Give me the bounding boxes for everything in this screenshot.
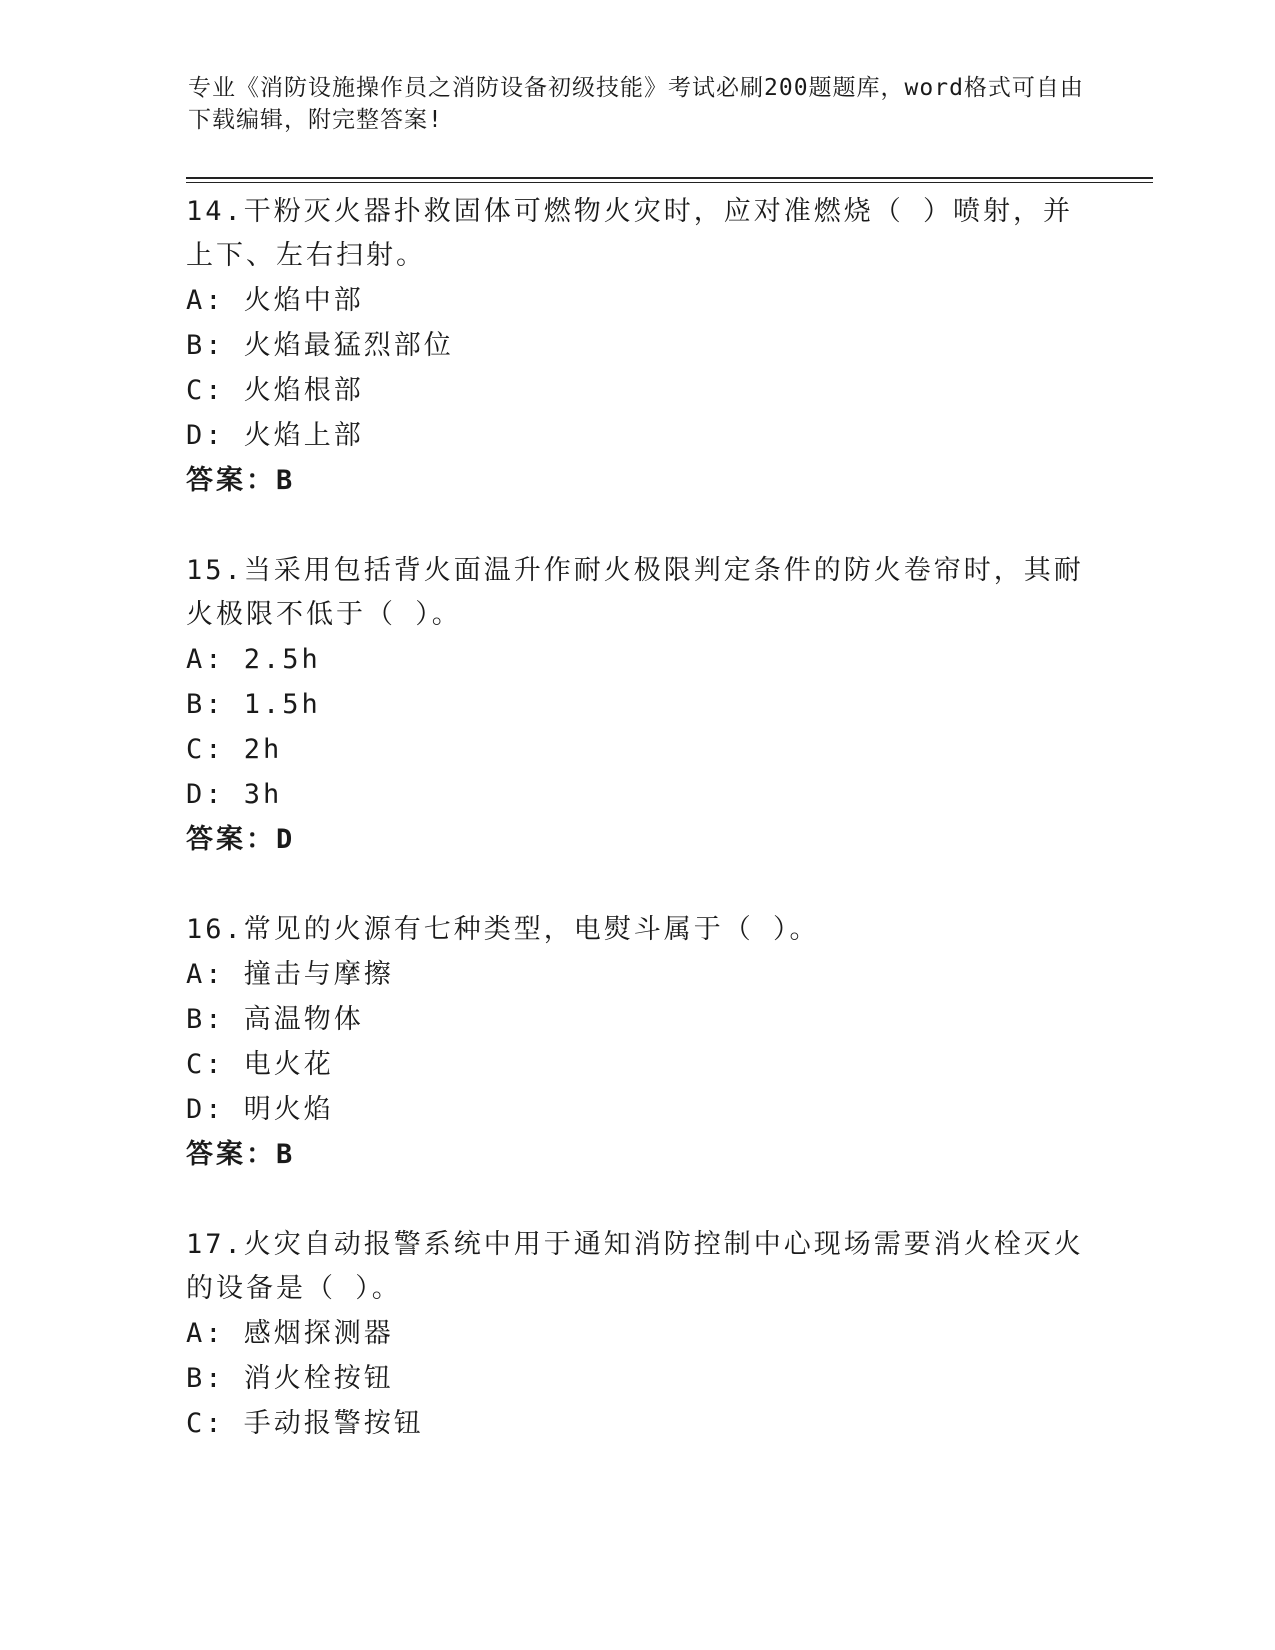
option-c: C: 火焰根部 [186,375,364,406]
question-14 [186,190,1086,503]
option-c: C: 电火花 [186,1049,334,1080]
header-divider-thin [186,182,1153,183]
header-divider [186,177,1153,179]
option-b: B: 消火栓按钮 [186,1363,394,1394]
question-stem: 17.火灾自动报警系统中用于通知消防控制中心现场需要消火栓灭火的设备是（ ）。 [186,1229,1084,1304]
question-17 [186,1223,1086,1446]
question-stem: 16.常见的火源有七种类型，电熨斗属于（ ）。 [186,914,820,945]
answer: 答案：B [186,465,296,496]
option-c: C: 手动报警按钮 [186,1408,424,1439]
option-a: A: 2.5h [186,644,321,675]
option-d: D: 火焰上部 [186,420,364,451]
question-list [186,190,1086,1492]
page-header: 专业《消防设施操作员之消防设备初级技能》考试必刷200题题库，word格式可自由下载编辑，附完整答案! [188,75,1084,133]
question-stem: 15.当采用包括背火面温升作耐火极限判定条件的防火卷帘时，其耐火极限不低于（ ）。 [186,555,1084,630]
option-a: A: 火焰中部 [186,285,364,316]
question-15 [186,549,1086,862]
option-b: B: 火焰最猛烈部位 [186,330,454,361]
option-a: A: 撞击与摩擦 [186,959,394,990]
answer: 答案：D [186,824,296,855]
question-stem: 14.干粉灭火器扑救固体可燃物火灾时，应对准燃烧（ ）喷射，并上下、左右扫射。 [186,196,1074,271]
option-b: B: 1.5h [186,689,321,720]
question-16 [186,908,1086,1177]
answer: 答案：B [186,1139,296,1170]
option-c: C: 2h [186,734,283,765]
option-b: B: 高温物体 [186,1004,364,1035]
option-d: D: 明火焰 [186,1094,334,1125]
option-a: A: 感烟探测器 [186,1318,394,1349]
option-d: D: 3h [186,779,283,810]
